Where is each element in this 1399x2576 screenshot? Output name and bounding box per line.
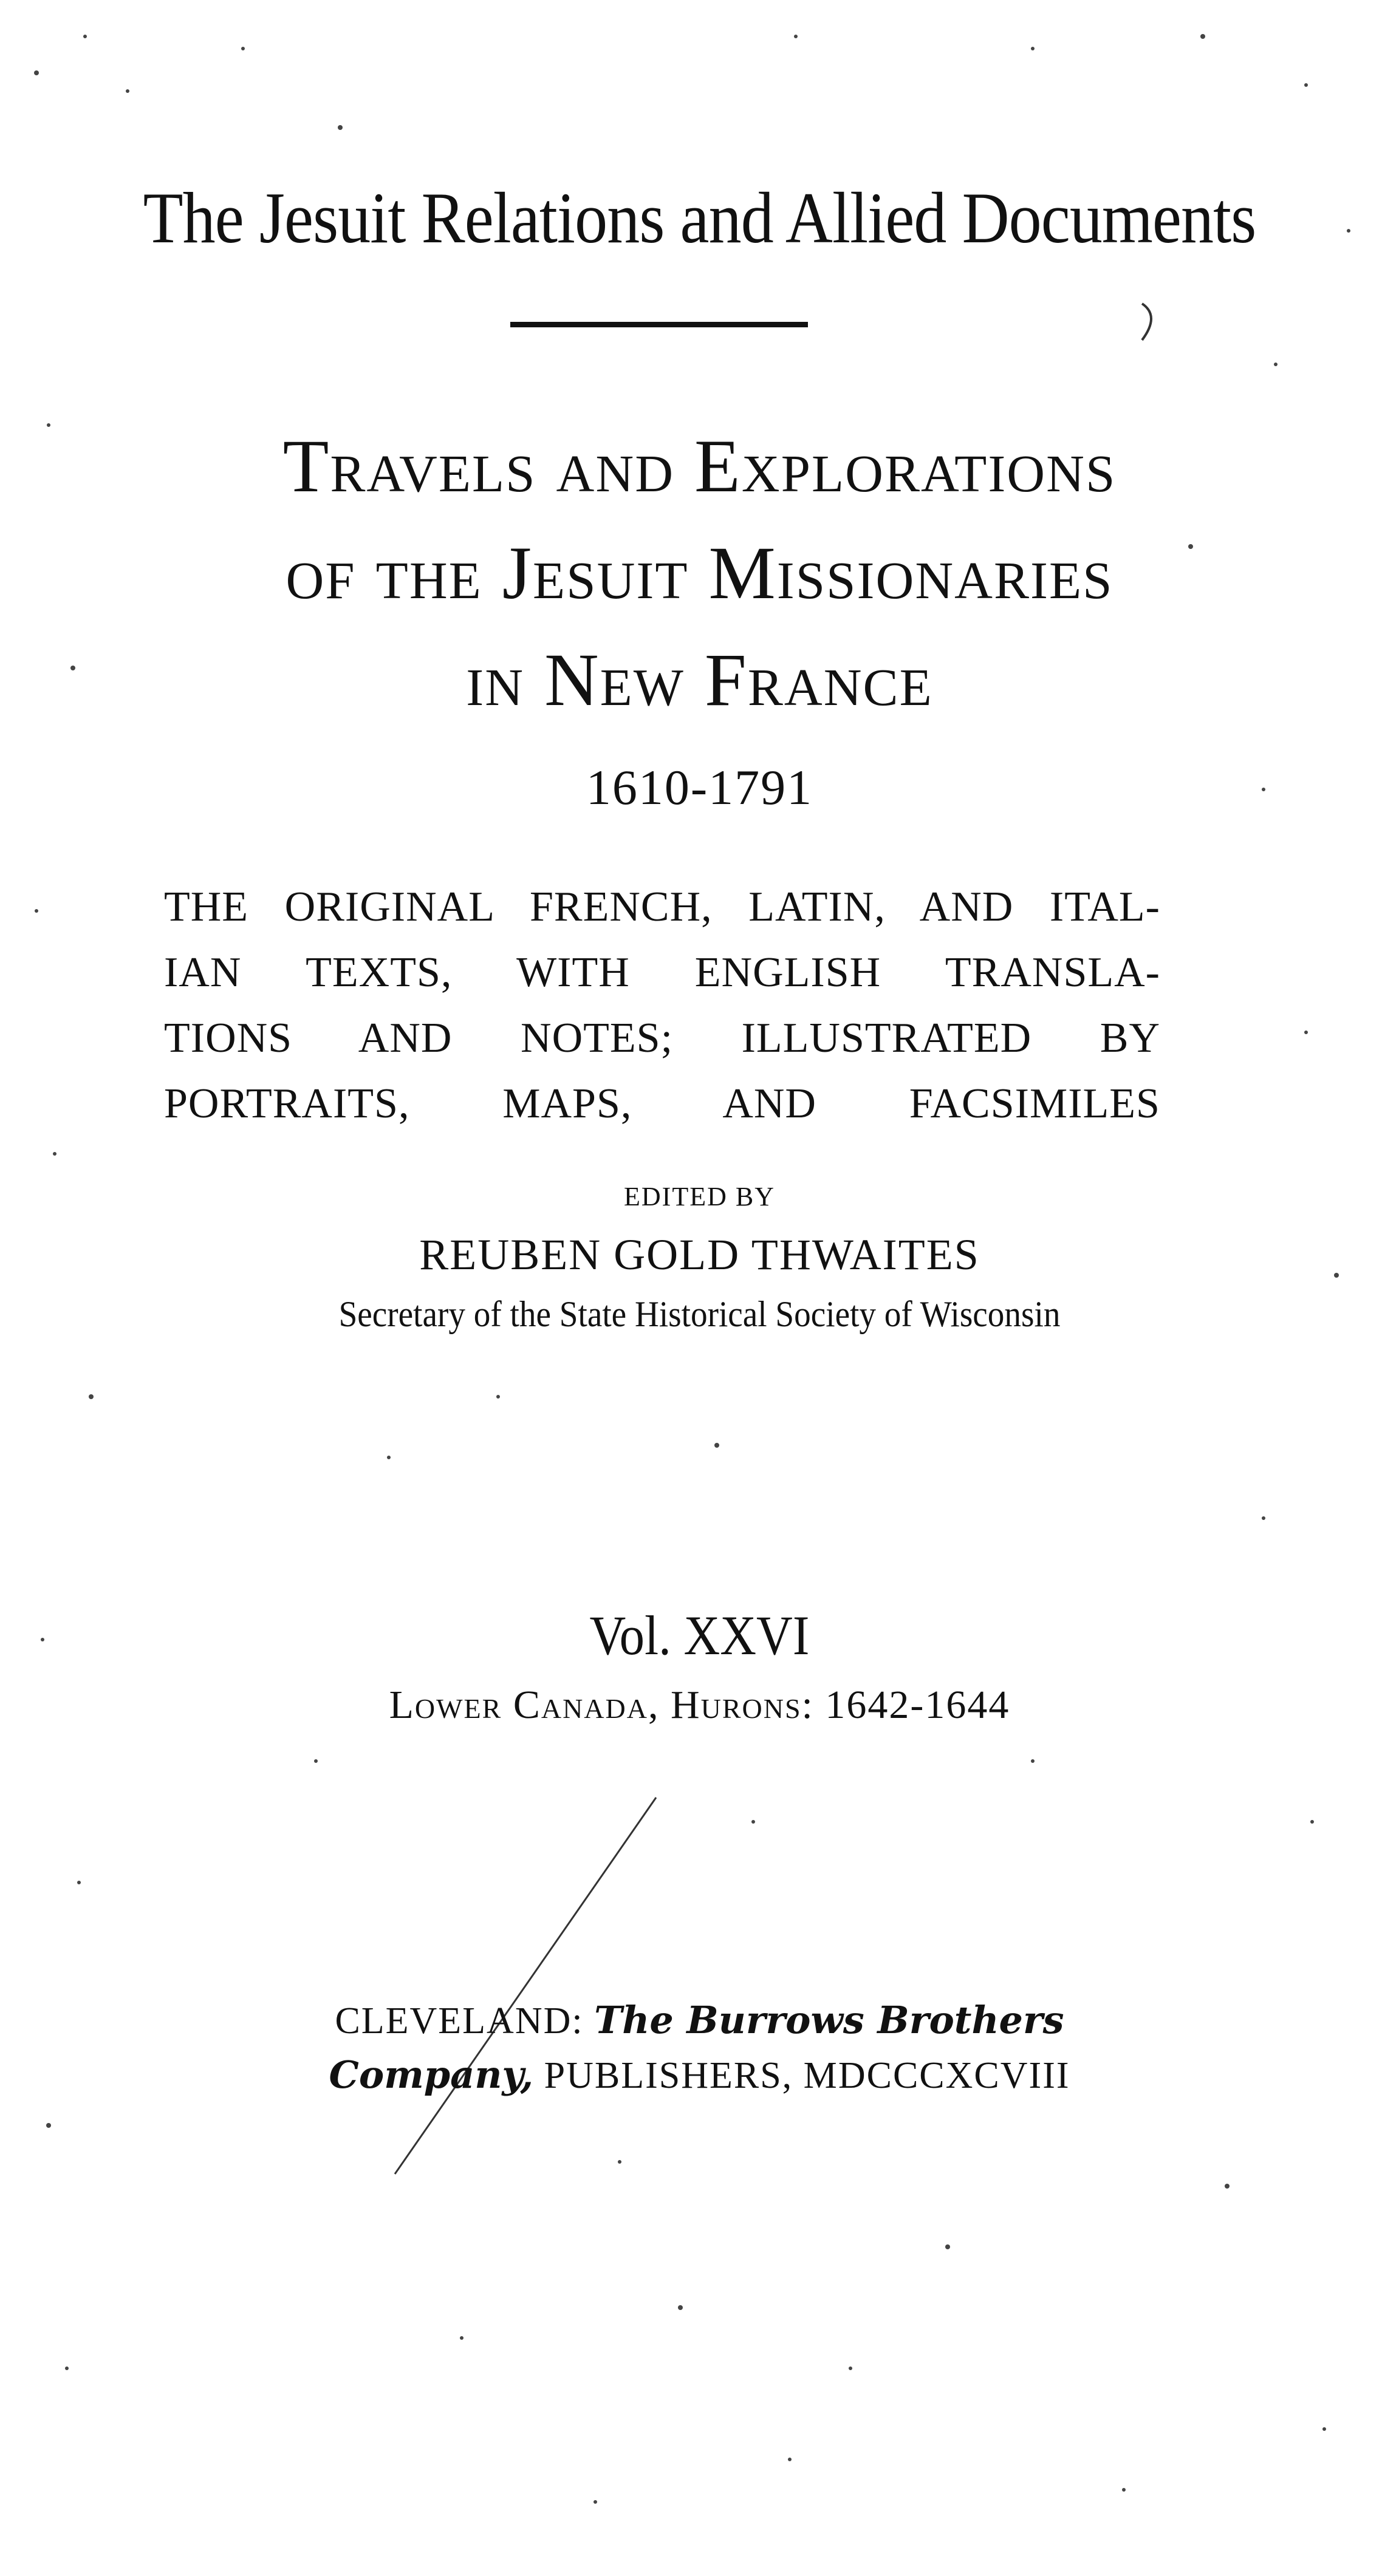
main-title-line-3: in New France xyxy=(466,638,933,721)
publisher-name-part-2: Company, xyxy=(329,2053,534,2097)
description-line-4: PORTRAITS, MAPS, AND FACSIMILES xyxy=(164,1080,1160,1127)
description xyxy=(164,874,1160,1137)
editor-name: REUBEN GOLD THWAITES xyxy=(419,1230,980,1279)
description-line-1: THE ORIGINAL FRENCH, LATIN, AND ITAL- xyxy=(164,884,1160,930)
publisher-name-part-1: The Burrows Brothers xyxy=(594,1998,1064,2042)
title-rule xyxy=(510,322,808,327)
publisher-city: CLEVELAND: xyxy=(335,2000,584,2042)
main-title-line-1: Travels and Explorations xyxy=(282,424,1117,508)
description-line-2: IAN TEXTS, WITH ENGLISH TRANSLA- xyxy=(164,949,1160,996)
description-line-3: TIONS AND NOTES; ILLUSTRATED BY xyxy=(164,1015,1160,1061)
publisher-line-2 xyxy=(0,2053,1399,2097)
volume-number: Vol. XXVI xyxy=(589,1604,810,1666)
edited-by-label: EDITED BY xyxy=(624,1182,775,1211)
series-title: The Jesuit Relations and Allied Documents xyxy=(143,177,1256,258)
date-range: 1610-1791 xyxy=(586,760,813,815)
main-title-line-2: of the Jesuit Missionaries xyxy=(286,531,1113,615)
volume-subtitle: Lower Canada, Hurons: 1642-1644 xyxy=(389,1683,1010,1727)
publisher-line-1 xyxy=(0,1998,1399,2043)
main-title xyxy=(0,413,1399,734)
publisher-imprint: PUBLISHERS, MDCCCXCVIII xyxy=(544,2055,1070,2096)
editor-role: Secretary of the State Historical Society of Wisconsin xyxy=(338,1294,1061,1334)
